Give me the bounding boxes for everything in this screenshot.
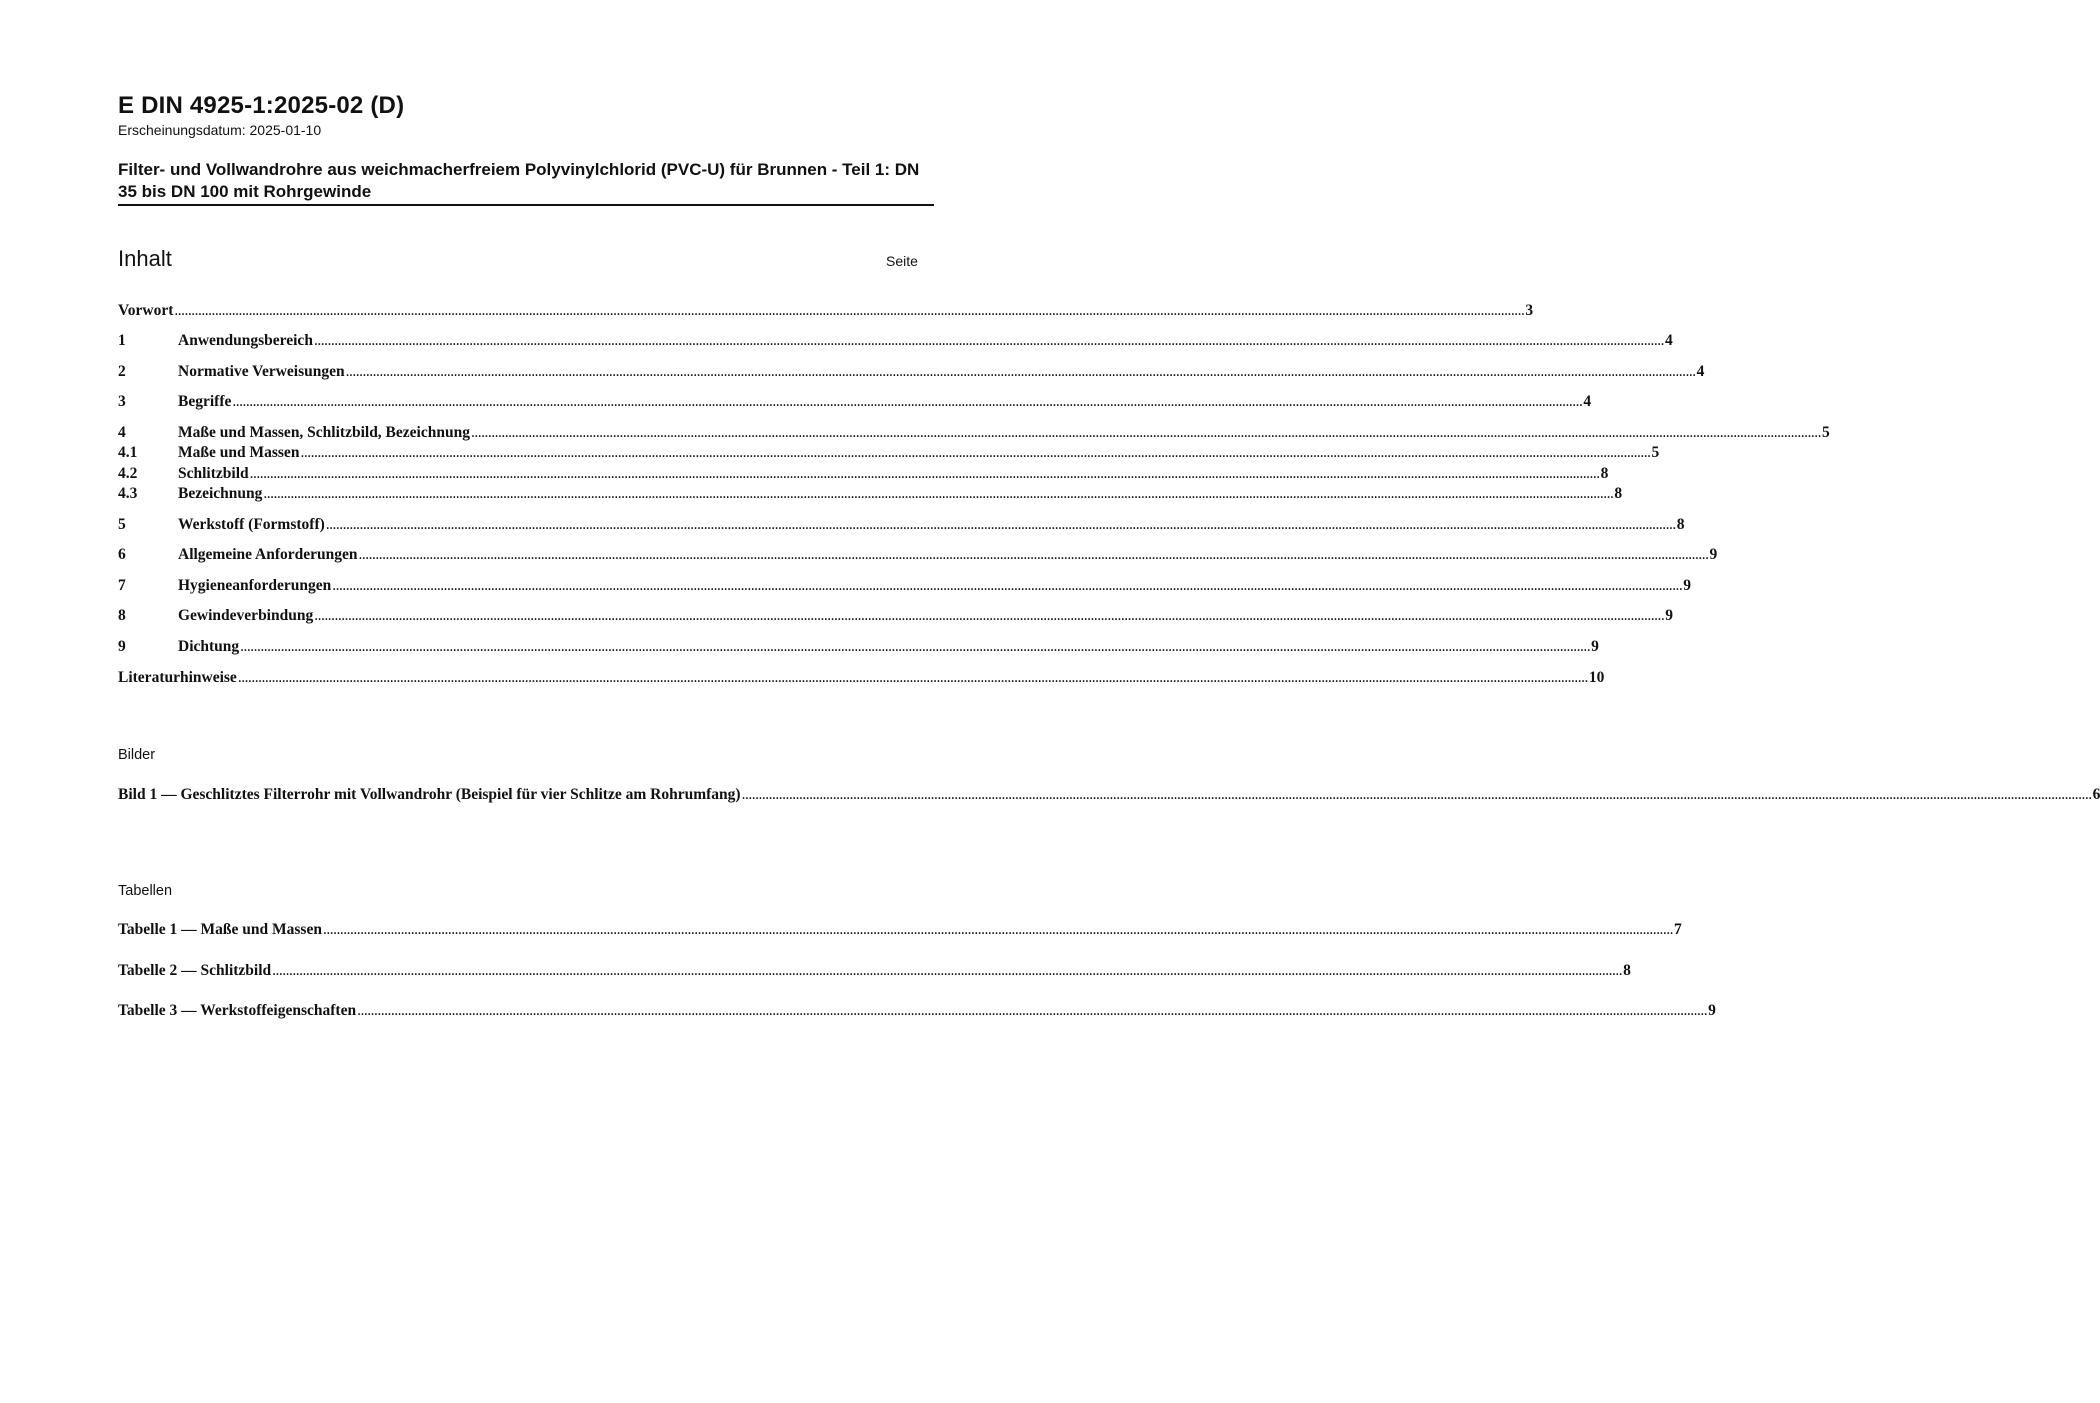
page-column-label: Seite <box>886 253 918 269</box>
toc-entry-literaturhinweise[interactable] <box>118 669 1605 689</box>
publication-date: Erscheinungsdatum: 2025-01-10 <box>118 122 322 138</box>
dot-leader: ................................................................................................................................................................................................................................................................................................................................................................................................................ <box>174 302 1525 319</box>
dot-leader: ................................................................................................................................................................................................................................................................................................................................................................................................................ <box>300 444 1651 461</box>
toc-entry-page: 9 <box>1709 546 1718 563</box>
dot-leader: ................................................................................................................................................................................................................................................................................................................................................................................................................ <box>240 638 1591 655</box>
toc-entry-number: 2 <box>118 363 126 380</box>
toc-entry-page: 4 <box>1696 363 1705 380</box>
dot-leader: ................................................................................................................................................................................................................................................................................................................................................................................................................ <box>263 485 1614 502</box>
toc-entry-4[interactable] <box>118 424 1830 444</box>
document-title: Filter- und Vollwandrohre aus weichmacherfreiem Polyvinylchlorid (PVC-U) für Brunnen - Teil 1: DN 35 bis DN 100 mit Rohrgewinde <box>118 159 934 206</box>
figure-entry-label: Bild 1 — Geschlitztes Filterrohr mit Vollwandrohr (Beispiel für vier Schlitze am Rohrumfang) <box>118 786 741 803</box>
toc-entry-page: 9 <box>1591 638 1599 655</box>
toc-entry-4-3[interactable] <box>118 485 1623 505</box>
dot-leader: ................................................................................................................................................................................................................................................................................................................................................................................................................ <box>314 607 1665 624</box>
table-entry-2[interactable] <box>118 962 1631 982</box>
table-entry-label: Tabelle 3 — Werkstoffeigenschaften <box>118 1002 357 1019</box>
table-entry-page: 8 <box>1623 962 1631 979</box>
toc-entry-label: Schlitzbild <box>178 465 249 482</box>
dot-leader: ................................................................................................................................................................................................................................................................................................................................................................................................................ <box>357 1002 1708 1019</box>
dot-leader: ................................................................................................................................................................................................................................................................................................................................................................................................................ <box>322 921 1673 938</box>
toc-entry-number: 8 <box>118 607 126 624</box>
figure-entry-1[interactable] <box>118 786 2100 806</box>
toc-entry-label: Vorwort <box>118 302 174 319</box>
toc-entry-number: 4.2 <box>118 465 138 482</box>
dot-leader: ................................................................................................................................................................................................................................................................................................................................................................................................................ <box>325 516 1676 533</box>
toc-entry-4-2[interactable] <box>118 465 1609 485</box>
toc-entry-label: Dichtung <box>178 638 240 655</box>
toc-entry-number: 7 <box>118 577 126 594</box>
figure-entry-page: 6 <box>2092 786 2100 803</box>
toc-entry-page: 3 <box>1525 302 1534 319</box>
dot-leader: ................................................................................................................................................................................................................................................................................................................................................................................................................ <box>741 786 2092 803</box>
tables-heading: Tabellen <box>118 883 173 899</box>
table-entry-3[interactable] <box>118 1002 1716 1022</box>
toc-entry-number: 9 <box>118 638 126 655</box>
toc-entry-page: 4 <box>1664 332 1673 349</box>
toc-entry-page: 5 <box>1651 444 1660 461</box>
figures-heading: Bilder <box>118 747 156 763</box>
toc-entry-number: 1 <box>118 332 126 349</box>
toc-entry-page: 8 <box>1614 485 1623 502</box>
toc-entry-page: 8 <box>1676 516 1685 533</box>
toc-entry-vorwort[interactable] <box>118 302 1534 322</box>
toc-entry-label: Hygieneanforderungen <box>178 577 332 594</box>
toc-entry-number: 4 <box>118 424 126 441</box>
document-id: E DIN 4925-1:2025-02 (D) <box>118 92 405 119</box>
toc-entry-number: 4.1 <box>118 444 138 461</box>
toc-entry-label: Gewindeverbindung <box>178 607 314 624</box>
toc-entry-page: 10 <box>1588 669 1605 686</box>
dot-leader: ................................................................................................................................................................................................................................................................................................................................................................................................................ <box>345 363 1696 380</box>
toc-entry-label: Bezeichnung <box>178 485 263 502</box>
toc-entry-6[interactable] <box>118 546 1718 566</box>
toc-entry-9[interactable] <box>118 638 1599 658</box>
toc-entry-label: Maße und Massen <box>178 444 300 461</box>
toc-entry-page: 8 <box>1600 465 1609 482</box>
toc-entry-number: 6 <box>118 546 126 563</box>
dot-leader: ................................................................................................................................................................................................................................................................................................................................................................................................................ <box>313 332 1664 349</box>
dot-leader: ................................................................................................................................................................................................................................................................................................................................................................................................................ <box>332 577 1683 594</box>
dot-leader: ................................................................................................................................................................................................................................................................................................................................................................................................................ <box>232 393 1583 410</box>
table-entry-page: 7 <box>1673 921 1682 938</box>
toc-entry-number: 4.3 <box>118 485 138 502</box>
toc-entry-2[interactable] <box>118 363 1705 383</box>
toc-entry-label: Literaturhinweise <box>118 669 237 686</box>
toc-entry-number: 3 <box>118 393 126 410</box>
toc-entry-1[interactable] <box>118 332 1673 352</box>
toc-entry-7[interactable] <box>118 577 1692 597</box>
toc-entry-page: 9 <box>1683 577 1692 594</box>
toc-entry-label: Allgemeine Anforderungen <box>178 546 358 563</box>
dot-leader: ................................................................................................................................................................................................................................................................................................................................................................................................................ <box>237 669 1588 686</box>
table-entry-label: Tabelle 2 — Schlitzbild <box>118 962 272 979</box>
toc-entry-label: Normative Verweisungen <box>178 363 345 380</box>
toc-entry-3[interactable] <box>118 393 1592 413</box>
dot-leader: ................................................................................................................................................................................................................................................................................................................................................................................................................ <box>249 465 1600 482</box>
toc-entry-5[interactable] <box>118 516 1685 536</box>
toc-entry-page: 5 <box>1821 424 1830 441</box>
toc-entry-label: Anwendungsbereich <box>178 332 313 349</box>
toc-entry-number: 5 <box>118 516 126 533</box>
dot-leader: ................................................................................................................................................................................................................................................................................................................................................................................................................ <box>272 962 1623 979</box>
table-entry-page: 9 <box>1708 1002 1716 1019</box>
toc-entry-label: Maße und Massen, Schlitzbild, Bezeichnung <box>178 424 470 441</box>
table-entry-1[interactable] <box>118 921 1682 941</box>
toc-entry-label: Werkstoff (Formstoff) <box>178 516 325 533</box>
toc-entry-label: Begriffe <box>178 393 232 410</box>
toc-entry-page: 4 <box>1583 393 1592 410</box>
toc-entry-4-1[interactable] <box>118 444 1660 464</box>
toc-entry-page: 9 <box>1665 607 1673 624</box>
toc-entry-8[interactable] <box>118 607 1673 627</box>
toc-heading: Inhalt <box>118 246 172 271</box>
dot-leader: ................................................................................................................................................................................................................................................................................................................................................................................................................ <box>358 546 1709 563</box>
table-entry-label: Tabelle 1 — Maße und Massen <box>118 921 322 938</box>
dot-leader: ................................................................................................................................................................................................................................................................................................................................................................................................................ <box>470 424 1821 441</box>
